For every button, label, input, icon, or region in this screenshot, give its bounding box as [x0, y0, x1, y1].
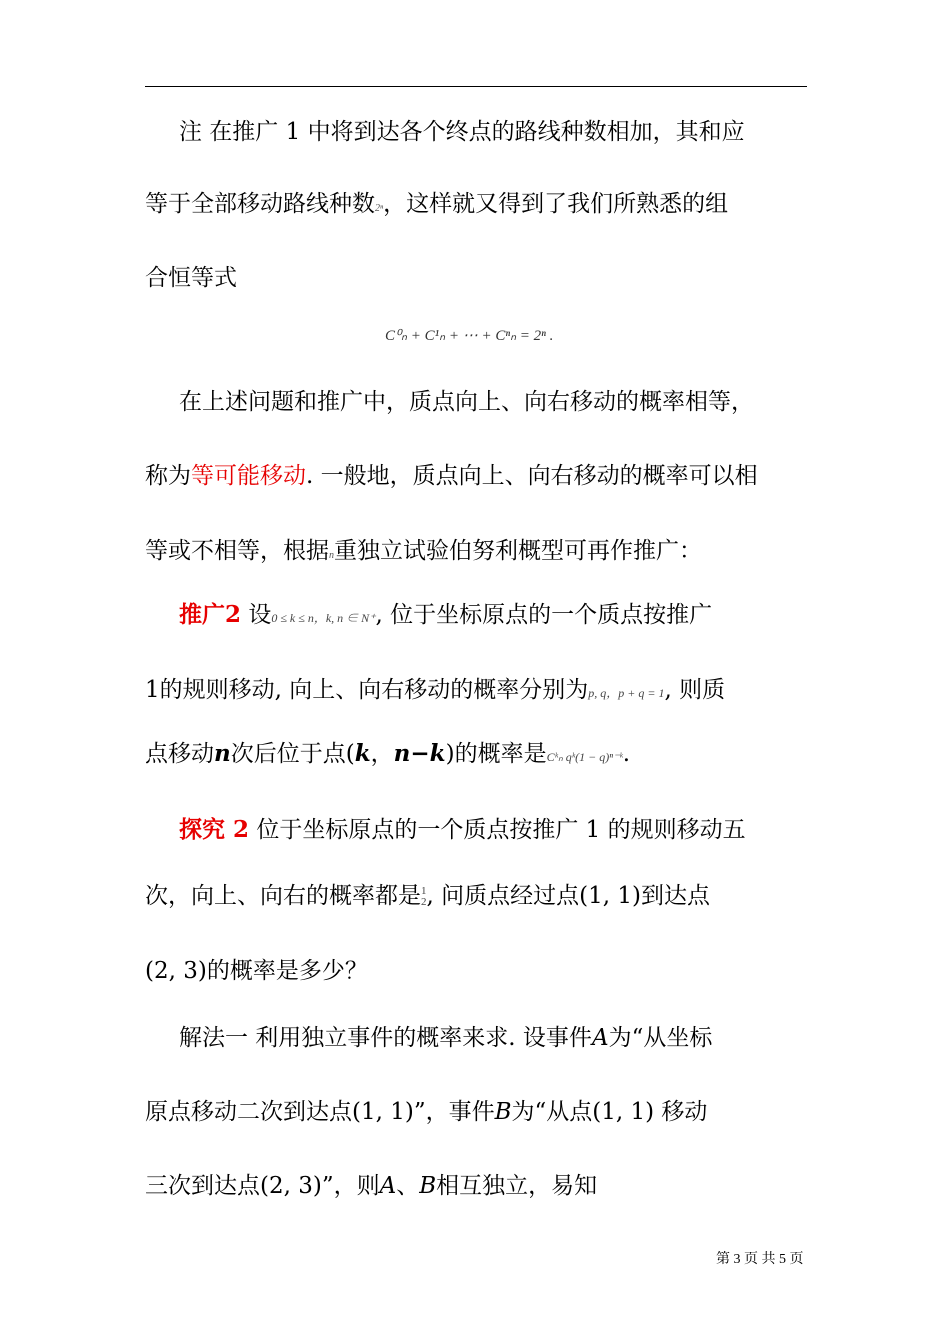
- paragraph-line-4: 在上述问题和推广中，质点向上、向右移动的概率相等，: [179, 389, 754, 415]
- paragraph-line-8: 1的规则移动, 向上、向右移动的概率分别为p, q，p + q = 1, 则质: [145, 677, 726, 703]
- paragraph-line-6: 等或不相等，根据n重独立试验伯努利概型可再作推广：: [145, 538, 702, 564]
- paragraph-line-5: 称为等可能移动. 一般地，质点向上、向右移动的概率可以相: [145, 463, 758, 489]
- paragraph-line-14: 原点移动二次到达点(1, 1)”，事件B为“从点(1, 1) 移动: [145, 1099, 708, 1125]
- header-rule: [145, 86, 807, 87]
- label-generalization-2: 推广2: [179, 601, 242, 628]
- paragraph-line-3: 合恒等式: [145, 265, 237, 291]
- fraction-one-half: 1 2: [421, 885, 427, 908]
- paragraph-line-9: 点移动n次后位于点(k，n−k)的概率是Cᵏₙ qᵏ(1 − q)ⁿ⁻ᵏ.: [145, 740, 631, 767]
- paragraph-line-2: 等于全部移动路线种数2ⁿ，这样就又得到了我们所熟悉的组: [145, 191, 729, 217]
- paragraph-line-10: 探究 2 位于坐标原点的一个质点按推广 1 的规则移动五: [179, 816, 746, 843]
- paragraph-line-12: (2, 3)的概率是多少？: [145, 958, 368, 984]
- page-number-footer: 第 3 页 共 5 页: [716, 1252, 804, 1267]
- paragraph-line-13: 解法一 利用独立事件的概率来求. 设事件A为“从坐标: [179, 1025, 713, 1051]
- paragraph-line-11: 次，向上、向右的概率都是 1 2 , 问质点经过点(1, 1)到达点: [145, 883, 710, 909]
- paragraph-line-7: 推广2 设0 ≤ k ≤ n，k, n ∈ N⁺, 位于坐标原点的一个质点按推广: [179, 601, 713, 628]
- paragraph-line-15: 三次到达点(2, 3)”，则A、B相互独立，易知: [145, 1173, 598, 1199]
- term-equal-probability: 等可能移动: [191, 463, 306, 489]
- paragraph-line-1: 注 在推广 1 中将到达各个终点的路线种数相加，其和应: [179, 119, 745, 145]
- combination-identity-formula: C⁰ₙ + C¹ₙ + ⋯ + Cⁿₙ = 2ⁿ .: [385, 328, 554, 344]
- label-exploration-2: 探究 2: [179, 816, 250, 843]
